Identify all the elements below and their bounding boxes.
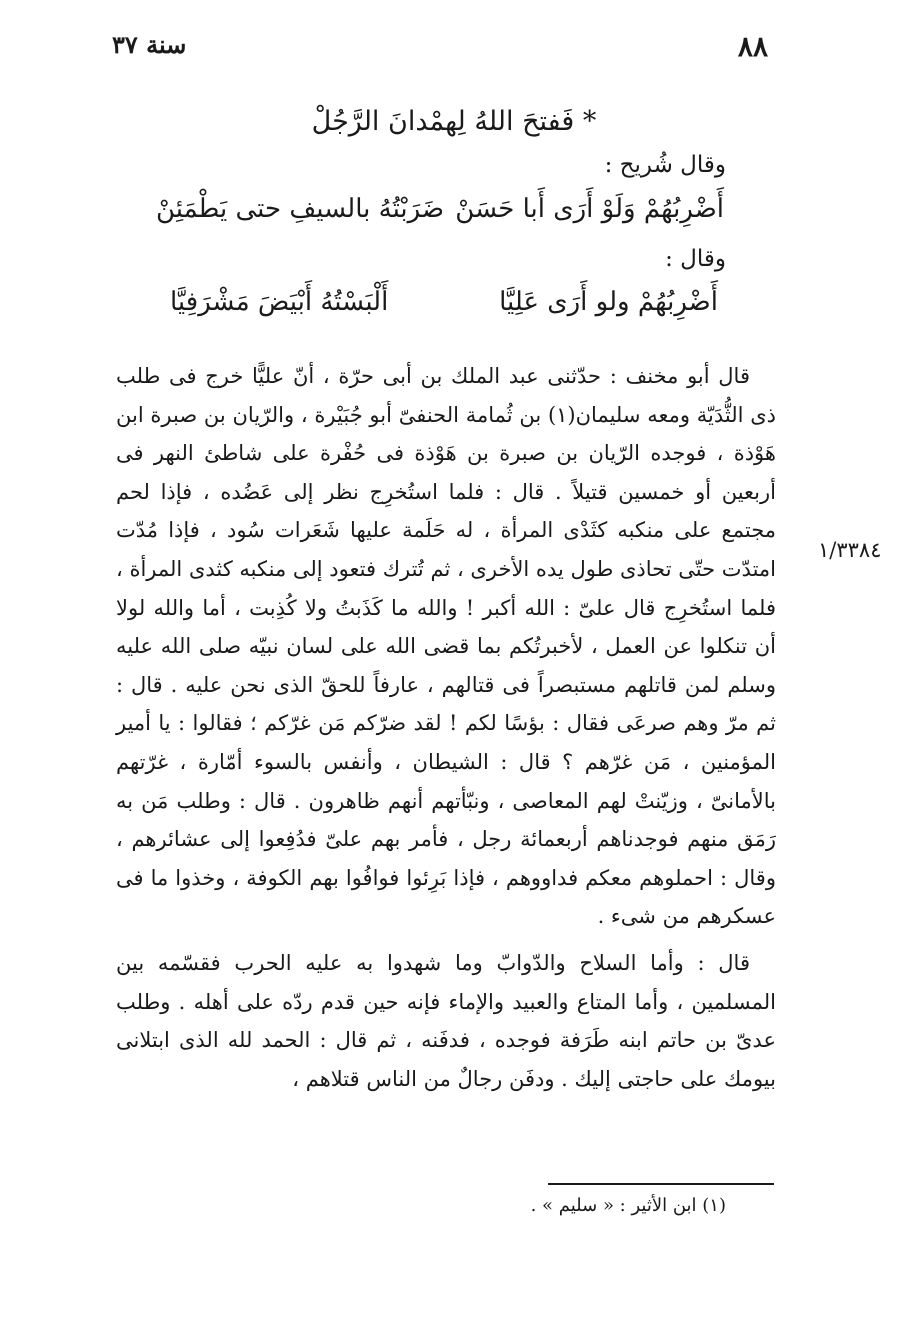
verse2-first-hemistich: أَضْرِبُهُمْ ولو أَرَى عَلِيَّا bbox=[499, 287, 718, 317]
speaker-label-shurayh: وقال شُريح : bbox=[604, 152, 726, 178]
body-text bbox=[116, 357, 776, 1098]
footnote: (١) ابن الأثير : « سليم » . bbox=[530, 1195, 726, 1216]
footnote-divider bbox=[548, 1183, 774, 1185]
running-header-year: سنة ٣٧ bbox=[112, 30, 187, 59]
marginal-reference: ١/٣٣٨٤ bbox=[818, 538, 882, 562]
verse-line-top: * فَفتحَ اللهُ لِهمْدانَ الرَّجُلْ bbox=[311, 106, 597, 137]
speaker-label-qal: وقال : bbox=[665, 246, 726, 272]
paragraph-1: قال أبو مخنف : حدّثنى عبد الملك بن أبى حرّة ، أنّ عليًّا خرج فى طلب ذى الثُّدَيّة ومعه سليمان(١) بن ثُمامة الحنفىّ أبو جُبَيْرة ، والرّيان بن صبرة ابن هَوْذة ، فوجده الرّيان بن صبرة بن هَوْذة فى حُفْرة على شاطئ النهر فى أربعين أو خمسين قتيلاً . قال : فلما استُخرِج نظر إلى عَضُده ، فإذا لحم مجتمع على منكبه كثَدْى المرأة ، له حَلَمة عليها شَعَرات سُود ، فإذا مُدّت امتدّت حتّى تحاذى طول يده الأخرى ، ثم تُترك فتعود إلى منكبه كثدى المرأة ، فلما استُخرِج قال علىّ : الله أكبر ! والله ما كَذَبتُ ولا كُذِبت ، أما والله لولا أن تنكلوا عن العمل ، لأخبرتُكم بما قضى الله على لسان نبيّه صلى الله عليه وسلم لمن قاتلهم مستبصراً فى قتالهم ، عارفاً للحقّ الذى نحن عليه . قال : ثم مرّ وهم صرعَى فقال : بؤسًا لكم ! لقد ضرّكم مَن غرّكم ؛ فقالوا : يا أمير المؤمنين ، مَن غرّهم ؟ قال : الشيطان ، وأنفس بالسوء أمّارة ، غرّتهم بالأمانىّ ، وزيّنتْ لهم المعاصى ، ونبّأتهم أنهم ظاهرون . قال : وطلب مَن به رَمَق منهم فوجدناهم أربعمائة رجل ، فأمر بهم علىّ فدُفِعوا إلى عشائرهم ، وقال : احملوهم معكم فداووهم ، فإذا بَرِئوا فوافُوا بهم الكوفة ، وخذوا ما فى عسكرهم من شىء . bbox=[116, 364, 776, 929]
verse1-first-hemistich: أَضْرِبُهُمْ وَلَوْ أَرَى أَبا حَسَنْ bbox=[455, 194, 724, 224]
paragraph-2: قال : وأما السلاح والدّوابّ وما شهدوا به عليه الحرب فقسّمه بين المسلمين ، وأما المتاع والعبيد والإماء فإنه حين قدم ردّه على أهله . وطلب عدىّ بن حاتم ابنه طَرَفة فوجده ، فدفَنه ، ثم قال : الحمد لله الذى ابتلانى بيومك على حاجتى إليك . ودفَن رجالٌ من الناس قتلاهم ، bbox=[116, 950, 776, 1091]
page-number: ٨٨ bbox=[737, 30, 768, 63]
verse1-second-hemistich: ضَرَبْتُهُ بالسيفِ حتى يَطْمَئِنْ bbox=[156, 194, 445, 224]
verse2-second-hemistich: أَلْبَسْتُهُ أَبْيَضَ مَشْرَفِيَّا bbox=[170, 287, 389, 317]
